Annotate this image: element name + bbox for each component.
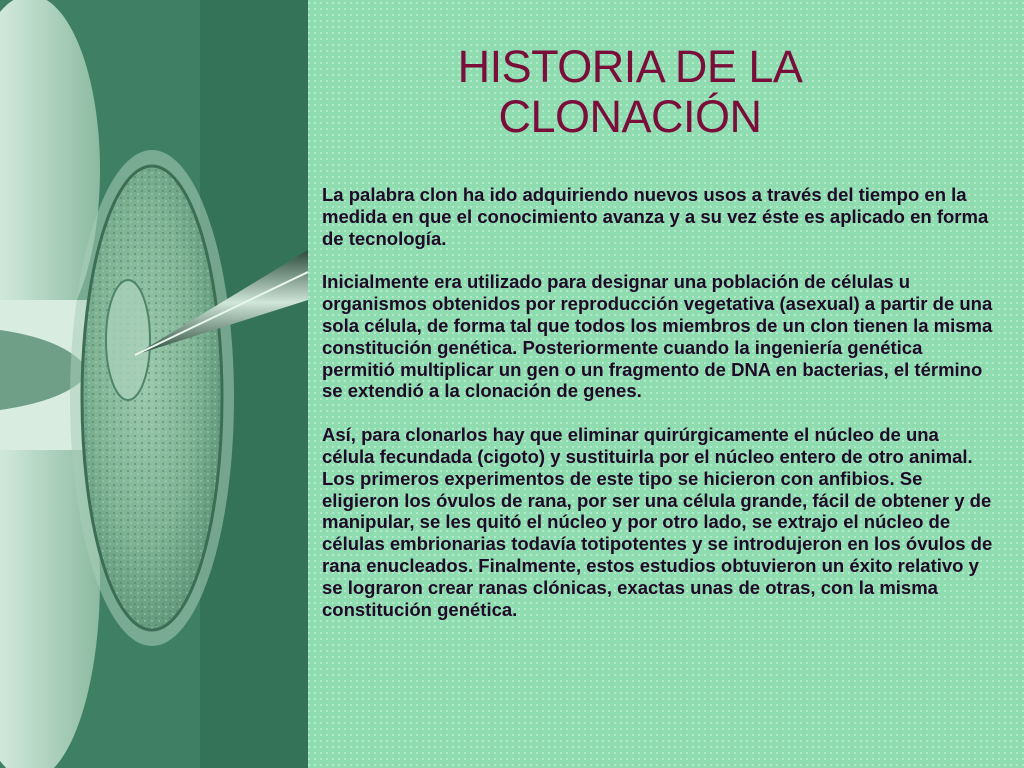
slide-title-line1: HISTORIA DE LA [457,41,803,92]
slide-title [330,42,930,142]
paragraph-experiments: Así, para clonarlos hay que eliminar quirúrgicamente el núcleo de una célula fecundada (cigoto) y sustituirla por el núcleo entero de otro animal. Los primeros experimentos de este tipo se hicieron con anfibios. Se eligieron los óvulos de rana, por ser una célula grande, fácil de obtener y de manipular, se les quitó el núcleo y por otro lado, se extrajo el núcleo de células embrionarias todavía totipotentes y se introdujeron en los óvulos de rana enucleados. Finalmente, estos estudios obtuvieron un éxito relativo y se lograron crear ranas clónicas, exactas unas de otras, con la misma constitución genética. [322,424,993,620]
oocyte-microinjection-image [0,0,308,768]
slide-body [322,184,994,620]
paragraph-intro: La palabra clon ha ido adquiriendo nuevos usos a través del tiempo en la medida en que el conocimiento avanza y a su vez éste es aplicado en forma de tecnología. [322,184,989,249]
paragraph-definition: Inicialmente era utilizado para designar una población de células u organismos obtenidos por reproducción vegetativa (asexual) a partir de una sola célula, de forma tal que todos los miembros de un clon tienen la misma constitución genética. Posteriormente cuando la ingeniería genética permitió multiplicar un gen o un fragmento de DNA en bacterias, el término se extendió a la clonación de genes. [322,271,993,402]
slide-title-line2: CLONACIÓN [498,91,762,142]
